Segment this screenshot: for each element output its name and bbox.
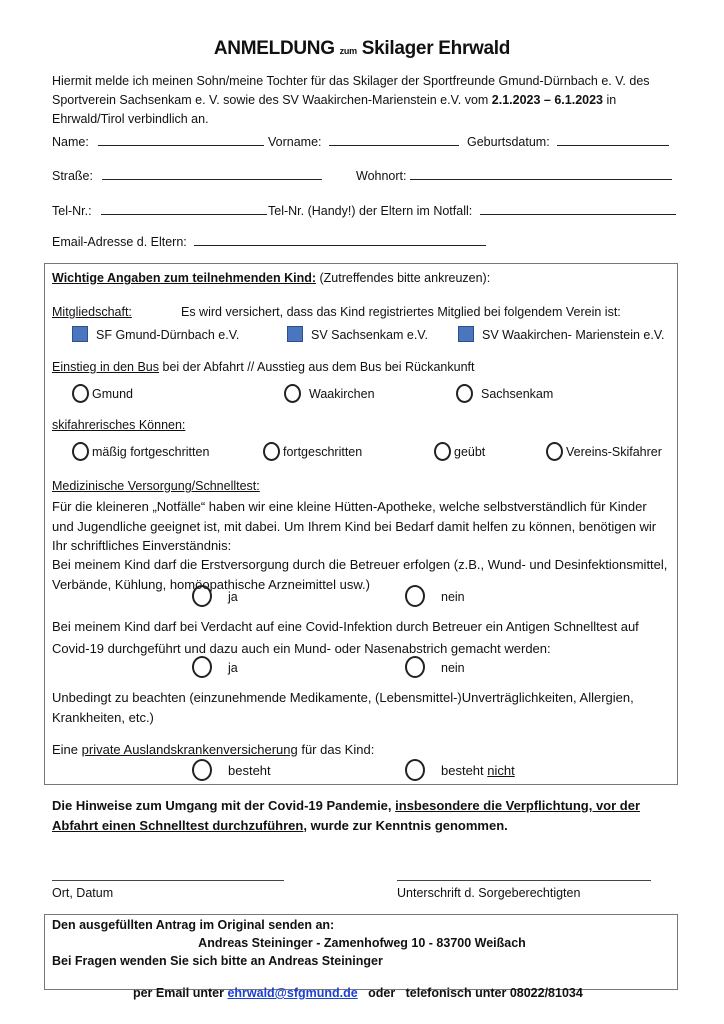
membership-option-gmund[interactable]: SF Gmund-Dürnbach e.V. — [72, 326, 239, 342]
signature-label: Unterschrift d. Sorgeberechtigten — [397, 886, 581, 900]
radio-circle-icon[interactable] — [405, 656, 425, 678]
checkbox-icon[interactable] — [287, 326, 303, 342]
important-notes-paragraph: Unbedingt zu beachten (einzunehmende Medikamente, (Lebensmittel-)Unverträglichkeiten, Allergien, Krankheiten, etc.) — [52, 690, 634, 725]
camp-dates: 2.1.2023 – 6.1.2023 — [491, 93, 604, 107]
name-field-group — [52, 133, 264, 149]
radio-circle-icon[interactable] — [192, 656, 212, 678]
covid-test-paragraph: Bei meinem Kind darf bei Verdacht auf eine Covid-Infektion durch Betreuer ein Antigen Schnelltest auf Covid-19 durchgeführt und dazu auch ein Mund- oder Nasenabstrich gemacht werden: — [52, 619, 639, 656]
radio-circle-icon[interactable] — [284, 384, 301, 403]
name-input[interactable] — [98, 133, 264, 146]
footer-address: Andreas Steininger - Zamenhofweg 10 - 83700 Weißach — [198, 936, 526, 950]
vorname-label: Vorname: — [268, 135, 322, 149]
covid-test-yes[interactable]: ja — [192, 656, 238, 678]
strasse-field-group — [52, 167, 322, 183]
medical-paragraph-2: Bei meinem Kind darf die Erstversorgung durch die Betreuer erfolgen (z.B., Wund- und Desinfektionsmittel, Verbände, Kühlung, homöopathische Arzneimittel usw.) — [52, 557, 668, 592]
radio-circle-icon[interactable] — [263, 442, 280, 461]
vorname-field-group — [268, 133, 459, 149]
wohnort-field-group — [356, 167, 672, 183]
checkbox-icon[interactable] — [458, 326, 474, 342]
geburtsdatum-field-group — [467, 133, 669, 149]
bus-option-gmund[interactable]: Gmund — [72, 384, 133, 403]
insurance-no[interactable]: besteht nicht — [405, 759, 515, 781]
place-date-line[interactable] — [52, 880, 284, 881]
footer-questions: Bei Fragen wenden Sie sich bitte an Andreas Steininger — [52, 954, 383, 968]
tel-eltern-label: Tel-Nr. (Handy!) der Eltern im Notfall: — [268, 204, 473, 218]
radio-circle-icon[interactable] — [456, 384, 473, 403]
wohnort-label: Wohnort: — [356, 169, 407, 183]
checkbox-icon[interactable] — [72, 326, 88, 342]
telnr-field-group — [52, 202, 267, 218]
email-input[interactable] — [194, 233, 486, 246]
membership-option-waakirchen[interactable]: SV Waakirchen- Marienstein e.V. — [458, 326, 665, 342]
insurance-text: Eine private Auslandskrankenversicherung für das Kind: — [52, 742, 375, 757]
bus-heading: Einstieg in den Bus bei der Abfahrt // Ausstieg aus dem Bus bei Rückankunft — [52, 360, 475, 374]
radio-circle-icon[interactable] — [434, 442, 451, 461]
telnr-input[interactable] — [101, 202, 267, 215]
skill-option-vereins[interactable]: Vereins-Skifahrer — [546, 442, 662, 461]
geburtsdatum-label: Geburtsdatum: — [467, 135, 550, 149]
geburtsdatum-input[interactable] — [557, 133, 669, 146]
footer-contact: per Email unter ehrwald@sfgmund.de oder telefonisch unter 08022/81034 — [132, 986, 583, 1000]
bus-option-sachsenkam[interactable]: Sachsenkam — [456, 384, 553, 403]
child-box-heading: Wichtige Angaben zum teilnehmenden Kind: (Zutreffendes bitte ankreuzen): — [52, 271, 491, 285]
vorname-input[interactable] — [329, 133, 459, 146]
radio-circle-icon[interactable] — [192, 759, 212, 781]
email-label: Email-Adresse d. Eltern: — [52, 235, 187, 249]
membership-text: Es wird versichert, dass das Kind registriertes Mitglied bei folgendem Verein ist: — [181, 305, 621, 319]
place-date-label: Ort, Datum — [52, 886, 114, 900]
first-aid-no[interactable]: nein — [405, 585, 465, 607]
membership-option-sachsenkam[interactable]: SV Sachsenkam e.V. — [287, 326, 428, 342]
bus-option-waakirchen[interactable]: Waakirchen — [284, 384, 375, 403]
signature-line[interactable] — [397, 880, 651, 881]
medical-paragraph-1: Für die kleineren „Notfälle“ haben wir eine kleine Hütten-Apotheke, welche selbstverständlich für Kinder und Jugendliche geeignet ist, mit dabei. Um Ihrem Kind bei Bedarf damit helfen zu können, benötigen wir Ihr schriftliches Einverständnis: — [52, 499, 657, 553]
tel-eltern-field-group — [268, 202, 676, 218]
wohnort-input[interactable] — [410, 167, 672, 180]
strasse-label: Straße: — [52, 169, 93, 183]
skill-option-geuebt[interactable]: geübt — [434, 442, 485, 461]
radio-circle-icon[interactable] — [192, 585, 212, 607]
telnr-label: Tel-Nr.: — [52, 204, 92, 218]
email-field-group — [52, 233, 486, 249]
insurance-yes[interactable]: besteht — [192, 759, 271, 781]
page-title: ANMELDUNG zum Skilager Ehrwald — [213, 38, 511, 59]
name-label: Name: — [52, 135, 89, 149]
skill-heading: skifahrerisches Können: — [52, 418, 186, 432]
intro-paragraph: Hiermit melde ich meinen Sohn/meine Tochter für das Skilager der Sportfreunde Gmund-Dürnbach e. V. des Sportverein Sachsenkam e. V. sowie des SV Waakirchen-Marienstein e.V. vom 2.1.2023 – 6.1.2023 in Ehrwald/Tirol verbindlich an. — [52, 74, 650, 126]
radio-circle-icon[interactable] — [546, 442, 563, 461]
radio-circle-icon[interactable] — [72, 384, 89, 403]
email-link[interactable]: ehrwald@sfgmund.de — [227, 986, 358, 1000]
membership-label: Mitgliedschaft: — [52, 305, 132, 319]
radio-circle-icon[interactable] — [72, 442, 89, 461]
covid-notice: Die Hinweise zum Umgang mit der Covid-19 Pandemie, insbesondere die Verpflichtung, vor der Abfahrt einen Schnelltest durchzuführen, wurde zur Kenntnis genommen. — [52, 798, 641, 833]
skill-option-fortgeschritten[interactable]: fortgeschritten — [263, 442, 362, 461]
tel-eltern-input[interactable] — [480, 202, 676, 215]
radio-circle-icon[interactable] — [405, 759, 425, 781]
skill-option-maessig[interactable]: mäßig fortgeschritten — [72, 442, 209, 461]
strasse-input[interactable] — [102, 167, 322, 180]
first-aid-yes[interactable]: ja — [192, 585, 238, 607]
footer-send-to: Den ausgefüllten Antrag im Original senden an: — [52, 918, 335, 932]
phone-number: 08022/81034 — [509, 986, 583, 1000]
medical-heading: Medizinische Versorgung/Schnelltest: — [52, 479, 260, 493]
radio-circle-icon[interactable] — [405, 585, 425, 607]
covid-test-no[interactable]: nein — [405, 656, 465, 678]
